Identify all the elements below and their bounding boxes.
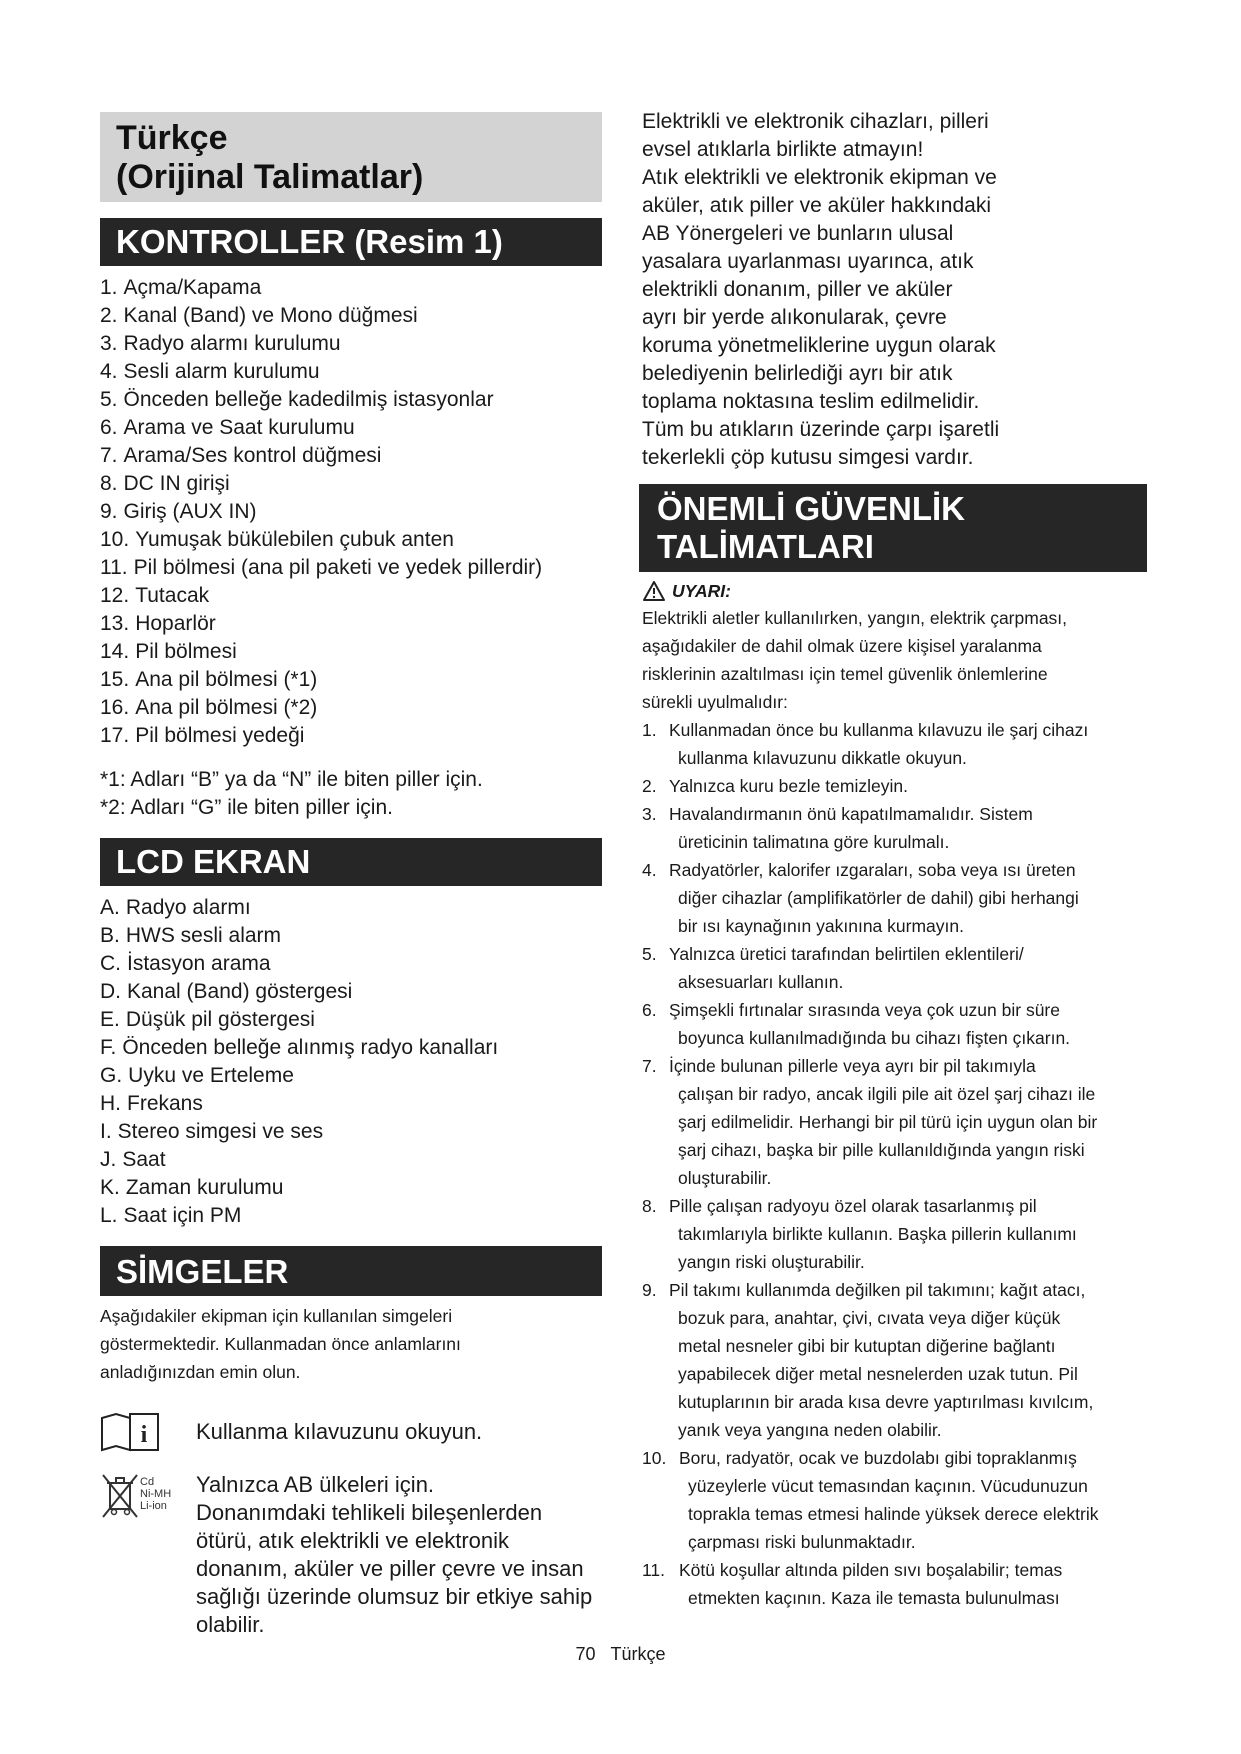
controls-item-text: Ana pil bölmesi (*2) bbox=[135, 696, 318, 719]
controls-item-number: 4. bbox=[100, 360, 118, 383]
lcd-item-text: Radyo alarmı bbox=[125, 896, 251, 919]
lcd-item-number: L. bbox=[100, 1204, 118, 1227]
controls-item-text: Yumuşak bükülebilen çubuk anten bbox=[135, 528, 454, 551]
safety-item-line: kutuplarının bir arada kısa devre yaptırılması kıvılcım, bbox=[678, 1392, 1094, 1412]
svg-text:i: i bbox=[140, 1422, 148, 1448]
weee-label-nimh: Ni-MH bbox=[140, 1488, 172, 1500]
lcd-item-text: İstasyon arama bbox=[127, 952, 271, 975]
safety-item-line: yapabilecek diğer metal nesnelerden uzak tutun. Pil bbox=[678, 1364, 1078, 1384]
note-1: *1: Adları “B” ya da “N” ile biten piller için. bbox=[100, 768, 483, 791]
controls-list bbox=[100, 274, 602, 750]
safety-item bbox=[642, 716, 1147, 772]
controls-item-number: 16. bbox=[100, 696, 130, 719]
safety-item bbox=[642, 1052, 1147, 1192]
safety-item-line: etmekten kaçının. Kaza ile temasta bulunulması bbox=[688, 1588, 1060, 1608]
safety-item-line: Radyatörler, kalorifer ızgaraları, soba veya ısı üreten bbox=[669, 860, 1076, 880]
safety-item-text bbox=[669, 1052, 1147, 1192]
lcd-item bbox=[100, 1062, 602, 1090]
controls-item-text: Pil bölmesi bbox=[135, 640, 237, 663]
lcd-item bbox=[100, 1034, 602, 1062]
safety-item-line: yangın riski oluşturabilir. bbox=[678, 1252, 865, 1272]
safety-item bbox=[642, 772, 1147, 800]
lcd-item bbox=[100, 1174, 602, 1202]
controls-item bbox=[100, 386, 602, 414]
controls-item-number: 11. bbox=[100, 556, 128, 579]
controls-item bbox=[100, 330, 602, 358]
safety-item-line: yanık veya yangına neden olabilir. bbox=[678, 1420, 942, 1440]
safety-item-line: Yalnızca kuru bezle temizleyin. bbox=[669, 776, 908, 796]
safety-item-number: 3. bbox=[642, 804, 657, 824]
safety-item-line: Kullanmadan önce bu kullanma kılavuzu ile şarj cihazı bbox=[669, 720, 1089, 740]
lcd-item bbox=[100, 978, 602, 1006]
controls-item bbox=[100, 274, 602, 302]
safety-item-number: 10. bbox=[642, 1448, 667, 1468]
controls-item bbox=[100, 414, 602, 442]
safety-item-number: 4. bbox=[642, 860, 657, 880]
safety-item-number: 5. bbox=[642, 944, 657, 964]
lcd-item-text: Kanal (Band) göstergesi bbox=[127, 980, 353, 1003]
safety-item-line: Kötü koşullar altında pilden sıvı boşalabilir; temas bbox=[679, 1560, 1063, 1580]
lcd-list bbox=[100, 894, 602, 1230]
controls-item bbox=[100, 666, 602, 694]
safety-item bbox=[642, 940, 1147, 996]
lcd-item-number: A. bbox=[100, 896, 120, 919]
footer-language: Türkçe bbox=[610, 1644, 666, 1664]
safety-item-line: toprakla temas etmesi halinde yüksek derece elektrik bbox=[688, 1504, 1099, 1524]
lcd-item-number: E. bbox=[100, 1008, 120, 1031]
controls-item-text: Tutacak bbox=[135, 584, 210, 607]
lcd-item-text: Stereo simgesi ve ses bbox=[117, 1120, 324, 1143]
page-title: Türkçe bbox=[116, 119, 228, 157]
crossed-bin-icon bbox=[100, 1471, 196, 1639]
controls-item-text: Pil bölmesi yedeği bbox=[135, 724, 305, 747]
page-footer bbox=[0, 1644, 1241, 1665]
controls-item-text: Arama ve Saat kurulumu bbox=[123, 416, 355, 439]
controls-item bbox=[100, 498, 602, 526]
lcd-item bbox=[100, 894, 602, 922]
safety-item-line: şarj edilmelidir. Herhangi bir pil türü için uygun olan bir bbox=[678, 1112, 1098, 1132]
warning-triangle-icon bbox=[642, 580, 666, 602]
controls-item-text: Açma/Kapama bbox=[123, 276, 262, 299]
safety-item-number: 11. bbox=[642, 1560, 666, 1580]
safety-list bbox=[642, 716, 1147, 1612]
controls-item-number: 10. bbox=[100, 528, 130, 551]
safety-item-line: bir ısı kaynağının yakınına kurmayın. bbox=[678, 916, 964, 936]
warning-label: UYARI: bbox=[672, 580, 731, 601]
symbol-manual-text: Kullanma kılavuzunu okuyun. bbox=[196, 1419, 483, 1444]
safety-item bbox=[642, 1444, 1147, 1556]
safety-item-number: 7. bbox=[642, 1056, 657, 1076]
note-2: *2: Adları “G” ile biten piller için. bbox=[100, 796, 393, 819]
safety-item-line: İçinde bulunan pillerle veya ayrı bir pil takımıyla bbox=[669, 1056, 1036, 1076]
controls-item-number: 6. bbox=[100, 416, 118, 439]
controls-item bbox=[100, 582, 602, 610]
page-title-box bbox=[100, 112, 602, 202]
lcd-item-text: Uyku ve Erteleme bbox=[128, 1064, 294, 1087]
controls-item-text: Giriş (AUX IN) bbox=[123, 500, 257, 523]
safety-item-line: yüzeylerle vücut temasından kaçının. Vücudunuzun bbox=[688, 1476, 1088, 1496]
safety-item-text bbox=[669, 1192, 1147, 1276]
right-column bbox=[642, 112, 1147, 1612]
safety-intro: Elektrikli aletler kullanılırken, yangın, elektrik çarpması, aşağıdakiler de dahil olmak üzere kişisel yaralanma risklerinin azaltılması için temel güvenlik önlemlerine sürekli uyulmalıdır: bbox=[642, 608, 1068, 712]
safety-item-number: 9. bbox=[642, 1280, 657, 1300]
lcd-item-text: Saat için PM bbox=[123, 1204, 242, 1227]
safety-item-line: takımlarıyla birlikte kullanın. Başka pillerin kullanımı bbox=[678, 1224, 1077, 1244]
safety-item bbox=[642, 1556, 1147, 1612]
lcd-item bbox=[100, 1118, 602, 1146]
controls-item-text: Sesli alarm kurulumu bbox=[123, 360, 320, 383]
controls-item-text: Radyo alarmı kurulumu bbox=[123, 332, 341, 355]
lcd-item-text: HWS sesli alarm bbox=[125, 924, 282, 947]
controls-item-text: Önceden belleğe kadedilmiş istasyonlar bbox=[123, 388, 494, 411]
controls-item-number: 7. bbox=[100, 444, 118, 467]
controls-item-number: 2. bbox=[100, 304, 118, 327]
safety-item-line: Boru, radyatör, ocak ve buzdolabı gibi topraklanmış bbox=[679, 1448, 1077, 1468]
controls-notes bbox=[100, 766, 602, 822]
controls-item-text: Arama/Ses kontrol düğmesi bbox=[123, 444, 382, 467]
lcd-heading: LCD EKRAN bbox=[100, 838, 602, 886]
lcd-item bbox=[100, 1006, 602, 1034]
safety-item-line: Şimşekli fırtınalar sırasında veya çok uzun bir süre bbox=[669, 1000, 1060, 1020]
lcd-item-number: C. bbox=[100, 952, 121, 975]
symbol-weee-text: Yalnızca AB ülkeleri için. Donanımdaki tehlikeli bileşenlerden ötürü, atık elektrikli ve elektronik donanım, aküler ve piller çevre ve insan sağlığı üzerinde olumsuz bir etkiye sahip olabilir. bbox=[196, 1472, 593, 1637]
symbol-weee-row bbox=[100, 1471, 602, 1639]
safety-item-line: kullanma kılavuzunu dikkatle okuyun. bbox=[678, 748, 967, 768]
lcd-item-number: H. bbox=[100, 1092, 121, 1115]
controls-item-number: 1. bbox=[100, 276, 118, 299]
controls-item-text: Ana pil bölmesi (*1) bbox=[135, 668, 318, 691]
controls-item-number: 8. bbox=[100, 472, 118, 495]
controls-item-text: DC IN girişi bbox=[123, 472, 230, 495]
safety-item-text bbox=[679, 1444, 1147, 1556]
left-column bbox=[100, 112, 602, 1639]
lcd-item bbox=[100, 1146, 602, 1174]
controls-item bbox=[100, 358, 602, 386]
controls-item bbox=[100, 554, 602, 582]
safety-item-line: Havalandırmanın önü kapatılmamalıdır. Sistem bbox=[669, 804, 1033, 824]
safety-item-line: boyunca kullanılmadığında bu cihazı fişten çıkarın. bbox=[678, 1028, 1071, 1048]
page-number: 70 bbox=[575, 1644, 596, 1664]
warning-label-row bbox=[642, 578, 1147, 604]
controls-item-number: 5. bbox=[100, 388, 118, 411]
safety-item bbox=[642, 996, 1147, 1052]
symbols-intro: Aşağıdakiler ekipman için kullanılan simgeleri göstermektedir. Kullanmadan önce anlamlarını anladığınızdan emin olun. bbox=[100, 1306, 461, 1382]
safety-item-number: 1. bbox=[642, 720, 657, 740]
controls-item bbox=[100, 470, 602, 498]
lcd-item-number: K. bbox=[100, 1176, 120, 1199]
disposal-text: Elektrikli ve elektronik cihazları, pilleri evsel atıklarla birlikte atmayın! Atık elektrikli ve elektronik ekipman ve aküler, atık piller ve aküler hakkındaki AB Yönergeleri ve bunların ulusal yasalara uyarlanması uyarınca, atık elektrikli donanım, piller ve aküler ayrı bir yerde alıkonularak, çevre koruma yönetmeliklerine uygun olarak belediyenin belirlediği ayrı bir atık toplama noktasına teslim edilmelidir. Tüm bu atıkların üzerinde çarpı işaretli tekerlekli çöp kutusu simgesi vardır. bbox=[642, 110, 1000, 469]
lcd-item-text: Zaman kurulumu bbox=[125, 1176, 284, 1199]
safety-item-line: metal nesneler gibi bir kutuptan diğerine bağlantı bbox=[678, 1336, 1056, 1356]
controls-item bbox=[100, 694, 602, 722]
lcd-item-text: Düşük pil göstergesi bbox=[125, 1008, 315, 1031]
safety-item-line: çarpması riski bulunmaktadır. bbox=[688, 1532, 916, 1552]
safety-item-text bbox=[669, 800, 1147, 856]
lcd-item-text: Saat bbox=[122, 1148, 166, 1171]
controls-item-number: 9. bbox=[100, 500, 118, 523]
lcd-item-number: D. bbox=[100, 980, 121, 1003]
safety-item bbox=[642, 1276, 1147, 1444]
controls-item bbox=[100, 722, 602, 750]
safety-item bbox=[642, 1192, 1147, 1276]
lcd-item-text: Önceden belleğe alınmış radyo kanalları bbox=[122, 1036, 499, 1059]
lcd-item bbox=[100, 1090, 602, 1118]
controls-item bbox=[100, 302, 602, 330]
lcd-item bbox=[100, 950, 602, 978]
safety-item-text bbox=[669, 716, 1147, 772]
controls-item-number: 17. bbox=[100, 724, 130, 747]
safety-item-line: şarj cihazı, başka bir pille kullanıldığında yangın riski bbox=[678, 1140, 1085, 1160]
controls-item-number: 15. bbox=[100, 668, 130, 691]
read-manual-icon bbox=[100, 1412, 196, 1457]
safety-item-number: 6. bbox=[642, 1000, 657, 1020]
controls-item bbox=[100, 526, 602, 554]
safety-item-line: Pille çalışan radyoyu özel olarak tasarlanmış pil bbox=[669, 1196, 1037, 1216]
lcd-item bbox=[100, 922, 602, 950]
controls-item bbox=[100, 610, 602, 638]
safety-item-line: üreticinin talimatına göre kurulmalı. bbox=[678, 832, 950, 852]
controls-item-number: 3. bbox=[100, 332, 118, 355]
safety-item-line: çalışan bir radyo, ancak ilgili pile ait özel şarj cihazı ile bbox=[678, 1084, 1096, 1104]
controls-item bbox=[100, 442, 602, 470]
safety-item-line: Pil takımı kullanımda değilken pil takımını; kağıt atacı, bbox=[669, 1280, 1086, 1300]
lcd-item-number: B. bbox=[100, 924, 120, 947]
controls-item-text: Pil bölmesi (ana pil paketi ve yedek pillerdir) bbox=[133, 556, 543, 579]
controls-item-text: Hoparlör bbox=[135, 612, 216, 635]
controls-item-number: 13. bbox=[100, 612, 130, 635]
safety-item-text bbox=[669, 772, 1147, 800]
safety-item-line: aksesuarları kullanın. bbox=[678, 972, 844, 992]
lcd-item-number: I. bbox=[100, 1120, 112, 1143]
safety-item-line: Yalnızca üretici tarafından belirtilen eklentileri/ bbox=[669, 944, 1024, 964]
safety-item bbox=[642, 800, 1147, 856]
controls-item-text: Kanal (Band) ve Mono düğmesi bbox=[123, 304, 418, 327]
weee-label-cd: Cd bbox=[140, 1476, 155, 1488]
safety-item-line: bozuk para, anahtar, çivi, cıvata veya diğer küçük bbox=[678, 1308, 1061, 1328]
safety-item-line: oluşturabilir. bbox=[678, 1168, 772, 1188]
controls-item-number: 12. bbox=[100, 584, 130, 607]
safety-item-number: 2. bbox=[642, 776, 657, 796]
lcd-item-number: G. bbox=[100, 1064, 123, 1087]
safety-item bbox=[642, 856, 1147, 940]
controls-item-number: 14. bbox=[100, 640, 130, 663]
safety-item-text bbox=[669, 940, 1147, 996]
page-subtitle: (Orijinal Talimatlar) bbox=[116, 158, 424, 196]
safety-item-number: 8. bbox=[642, 1196, 657, 1216]
controls-heading: KONTROLLER (Resim 1) bbox=[100, 218, 602, 266]
lcd-item-number: J. bbox=[100, 1148, 117, 1171]
weee-label-liion: Li-ion bbox=[140, 1500, 167, 1512]
safety-item-text bbox=[669, 856, 1147, 940]
lcd-item-number: F. bbox=[100, 1036, 117, 1059]
safety-item-text bbox=[669, 996, 1147, 1052]
safety-item-line: diğer cihazlar (amplifikatörler de dahil) gibi herhangi bbox=[678, 888, 1079, 908]
controls-item bbox=[100, 638, 602, 666]
symbols-heading: SİMGELER bbox=[100, 1246, 602, 1296]
lcd-item bbox=[100, 1202, 602, 1230]
safety-item-text bbox=[679, 1556, 1147, 1612]
symbol-manual-row bbox=[100, 1412, 602, 1457]
lcd-item-text: Frekans bbox=[127, 1092, 203, 1115]
safety-item-text bbox=[669, 1276, 1147, 1444]
safety-heading: ÖNEMLİ GÜVENLİK TALİMATLARI bbox=[639, 484, 1147, 572]
